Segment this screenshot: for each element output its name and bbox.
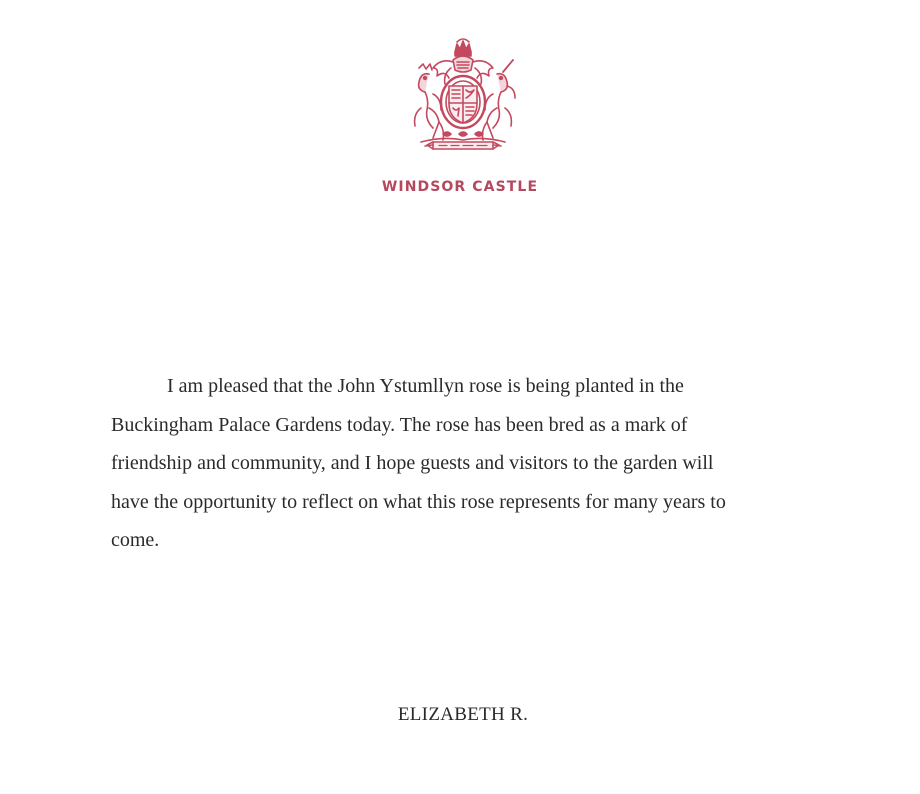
royal-coat-of-arms-icon: [403, 38, 523, 154]
message-body: [111, 367, 831, 560]
message-line: have the opportunity to reflect on what this rose represents for many years to: [111, 490, 726, 513]
letterhead-address: WINDSOR CASTLE: [381, 179, 539, 195]
message-line: come.: [111, 529, 160, 551]
signature: ELIZABETH R.: [397, 704, 529, 725]
message-line: I am pleased that the John Ystumllyn rose is being planted in the: [167, 375, 684, 397]
message-line: Buckingham Palace Gardens today. The rose has been bred as a mark of: [111, 413, 688, 436]
message-line: friendship and community, and I hope guests and visitors to the garden will: [111, 452, 714, 474]
